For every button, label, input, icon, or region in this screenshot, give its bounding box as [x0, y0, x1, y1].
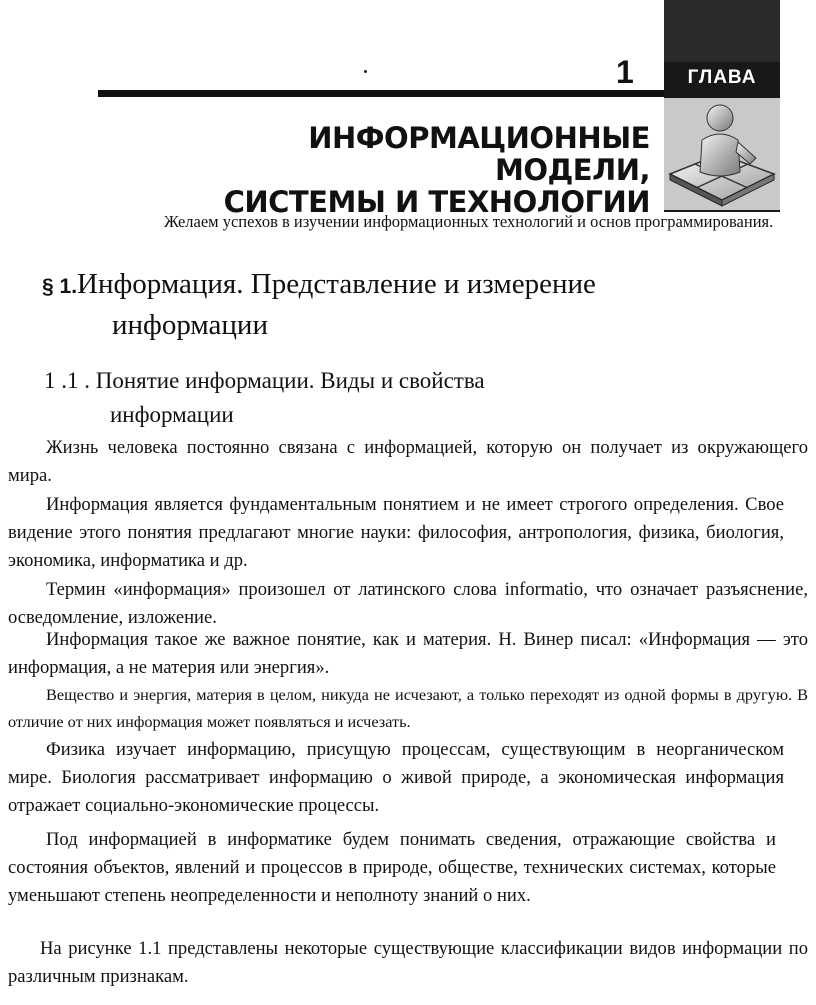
chapter-box	[664, 0, 780, 212]
paragraph-3: Термин «информация» произошел от латинского слова informatio, что означает разъяснение, осведомление, изложение.	[8, 579, 808, 628]
paragraph-8: На рисунке 1.1 представлены некоторые существующие классификации видов информации по различным признакам.	[8, 938, 808, 987]
subsection-title-line-1: Понятие информации. Виды и свойства	[95, 368, 485, 393]
chapter-title	[224, 122, 650, 218]
paragraph-1: Жизнь человека постоянно связана с информацией, которую он получает из окружающего мира.	[8, 437, 808, 486]
header-rule	[98, 90, 664, 97]
chapter-label: ГЛАВА	[687, 67, 757, 88]
chapter-title-line-1: ИНФОРМАЦИОННЫЕ	[308, 121, 650, 155]
section-title-line-2: информации	[112, 309, 268, 341]
section-title-line-1: Информация. Представление и измерение	[77, 268, 596, 300]
subsection-heading	[44, 364, 744, 432]
chapter-picture	[664, 98, 780, 210]
chapter-box-top	[664, 0, 780, 62]
paragraph-7: Под информацией в информатике будем понимать сведения, отражающие свойства и состояния объектов, явлений и процессов в природе, обществе, технических системах, которые уменьшают степень неопределенности и неполноту знаний о них.	[8, 829, 776, 906]
stray-dot	[364, 70, 367, 73]
subsection-number: 1 .1 .	[44, 368, 90, 393]
section-heading	[42, 265, 742, 344]
chapter-title-line-3: СИСТЕМЫ И ТЕХНОЛОГИИ	[223, 185, 650, 219]
chapter-title-line-2: МОДЕЛИ,	[494, 153, 650, 187]
paragraph-6: Физика изучает информацию, присущую процессам, существующим в неорганическом мире. Биология рассматривает информацию о живой природе, а экономическая информация отражает социально-экономические процессы.	[8, 739, 784, 816]
paragraph-4: Информация такое же важное понятие, как и материя. Н. Винер писал: «Информация — это информация, а не материя или энергия».	[8, 629, 808, 678]
wishes-text: Желаем успехов в изучении информационных технологий и основ программирования.	[164, 212, 774, 231]
section-number: § 1.	[42, 275, 78, 298]
chapter-number: 1	[616, 54, 634, 90]
person-on-puzzle-icon	[664, 98, 780, 210]
paragraph-2: Информация является фундаментальным понятием и не имеет строгого определения. Свое видение этого понятия предлагают многие науки: философия, антропология, физика, биология, экономика, информатика и др.	[8, 494, 784, 571]
paragraph-5: Вещество и энергия, материя в целом, никуда не исчезают, а только переходят из одной формы в другую. В отличие от них информация может появляться и исчезать.	[8, 685, 808, 731]
subsection-title-line-2: информации	[110, 402, 234, 427]
